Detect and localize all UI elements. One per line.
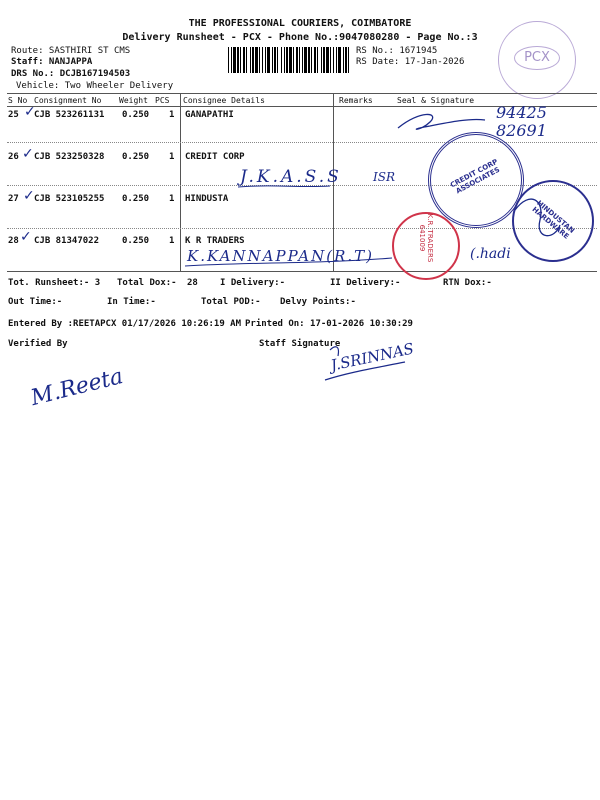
printed-on: Printed On: 17-01-2026 10:30:29 [245, 319, 413, 329]
row-pcs: 1 [169, 194, 175, 204]
kr-traders-stamp [392, 212, 460, 280]
out-time: Out Time:- [8, 297, 63, 307]
checkmark-icon: ✓ [22, 146, 34, 162]
col-consignment: Consignment No [34, 96, 102, 105]
row-sno: 28 [8, 236, 19, 246]
row-weight: 0.250 [122, 194, 150, 204]
verified-by: Verified By [8, 339, 68, 349]
document-subtitle: Delivery Runsheet - PCX - Phone No.:9047080280 - Page No.:3 [122, 32, 478, 43]
handwritten-isr: ISR [373, 170, 395, 184]
col-remarks: Remarks [339, 96, 373, 105]
rs-date: RS Date: 17-Jan-2026 [356, 57, 465, 67]
entered-by: Entered By :REETAPCX 01/17/2026 10:26:19 AM [8, 319, 241, 329]
hardware-stamp-text: HINDUSTAN HARDWARE [530, 198, 576, 241]
row-pcs: 1 [169, 110, 175, 120]
staff-label: Staff: NANJAPPA [11, 57, 93, 67]
total-pod: Total POD:- [201, 297, 261, 307]
hardware-stamp [512, 180, 594, 262]
row-consignment: CJB 81347022 [34, 236, 100, 246]
credit-corp-stamp-text: CREDIT CORP ASSOCIATES [449, 157, 502, 196]
row-sno: 26 [8, 152, 19, 162]
checkmark-icon: ✓ [20, 229, 32, 245]
row-consignee: CREDIT CORP [185, 152, 245, 162]
pcx-stamp-text: PCX [514, 46, 560, 70]
col-consignee: Consignee Details [183, 96, 265, 105]
i-delivery: I Delivery:- [220, 278, 286, 288]
col-weight: Weight [119, 96, 148, 105]
drs-number: DRS No.: DCJB167194503 [11, 69, 131, 79]
in-time: In Time:- [107, 297, 156, 307]
document-title: THE PROFESSIONAL COURIERS, COIMBATORE [188, 18, 412, 29]
row-weight: 0.250 [122, 110, 150, 120]
credit-corp-stamp [428, 132, 524, 228]
staff-signature: J.SRINNAS [329, 339, 416, 375]
row-consignee: K R TRADERS [185, 236, 245, 246]
row-weight: 0.250 [122, 152, 150, 162]
col-seal: Seal & Signature [397, 96, 475, 105]
handwritten-hadi: (.hadi [470, 246, 511, 262]
row-pcs: 1 [169, 236, 175, 246]
total-runsheet: Tot. Runsheet:- 3 [8, 278, 101, 288]
handwritten-kannappan: K.KANNAPPAN(R.T) [187, 247, 375, 265]
col-sno: S No [8, 96, 28, 105]
row-consignment: CJB 523105255 [34, 194, 105, 204]
rs-number: RS No.: 1671945 [356, 46, 438, 56]
row-consignee: GANAPATHI [185, 110, 234, 120]
row-sno: 27 [8, 194, 19, 204]
rtn-dox: RTN Dox:- [443, 278, 492, 288]
row-consignee: HINDUSTA [185, 194, 229, 204]
checkmark-icon: ✓ [23, 188, 35, 204]
row-consignment: CJB 523250328 [34, 152, 105, 162]
row-consignment: CJB 523261131 [34, 110, 105, 120]
kr-traders-stamp-text: K.R. TRADERS 641009 [418, 213, 434, 263]
row-pcs: 1 [169, 152, 175, 162]
signature-stroke [398, 114, 485, 129]
total-dox-value: 28 [187, 278, 198, 288]
col-pcs: PCS [155, 96, 170, 105]
handwritten-jkass: J.K.A.S.S [240, 167, 342, 187]
row-weight: 0.250 [122, 236, 150, 246]
checkmark-icon: ✓ [24, 104, 36, 120]
verified-signature: M.Reeta [28, 363, 126, 412]
delivery-points: Delvy Points:- [280, 297, 356, 307]
total-dox-label: Total Dox:- [117, 278, 177, 288]
route-label: Route: SASTHIRI ST CMS [11, 46, 131, 56]
row-sno: 25 [8, 110, 19, 120]
staff-signature-label: Staff Signature [259, 339, 341, 349]
ii-delivery: II Delivery:- [330, 278, 401, 288]
vehicle-label: Vehicle: Two Wheeler Delivery [16, 81, 174, 91]
handwritten-phone: 94425 82691 [496, 103, 547, 140]
